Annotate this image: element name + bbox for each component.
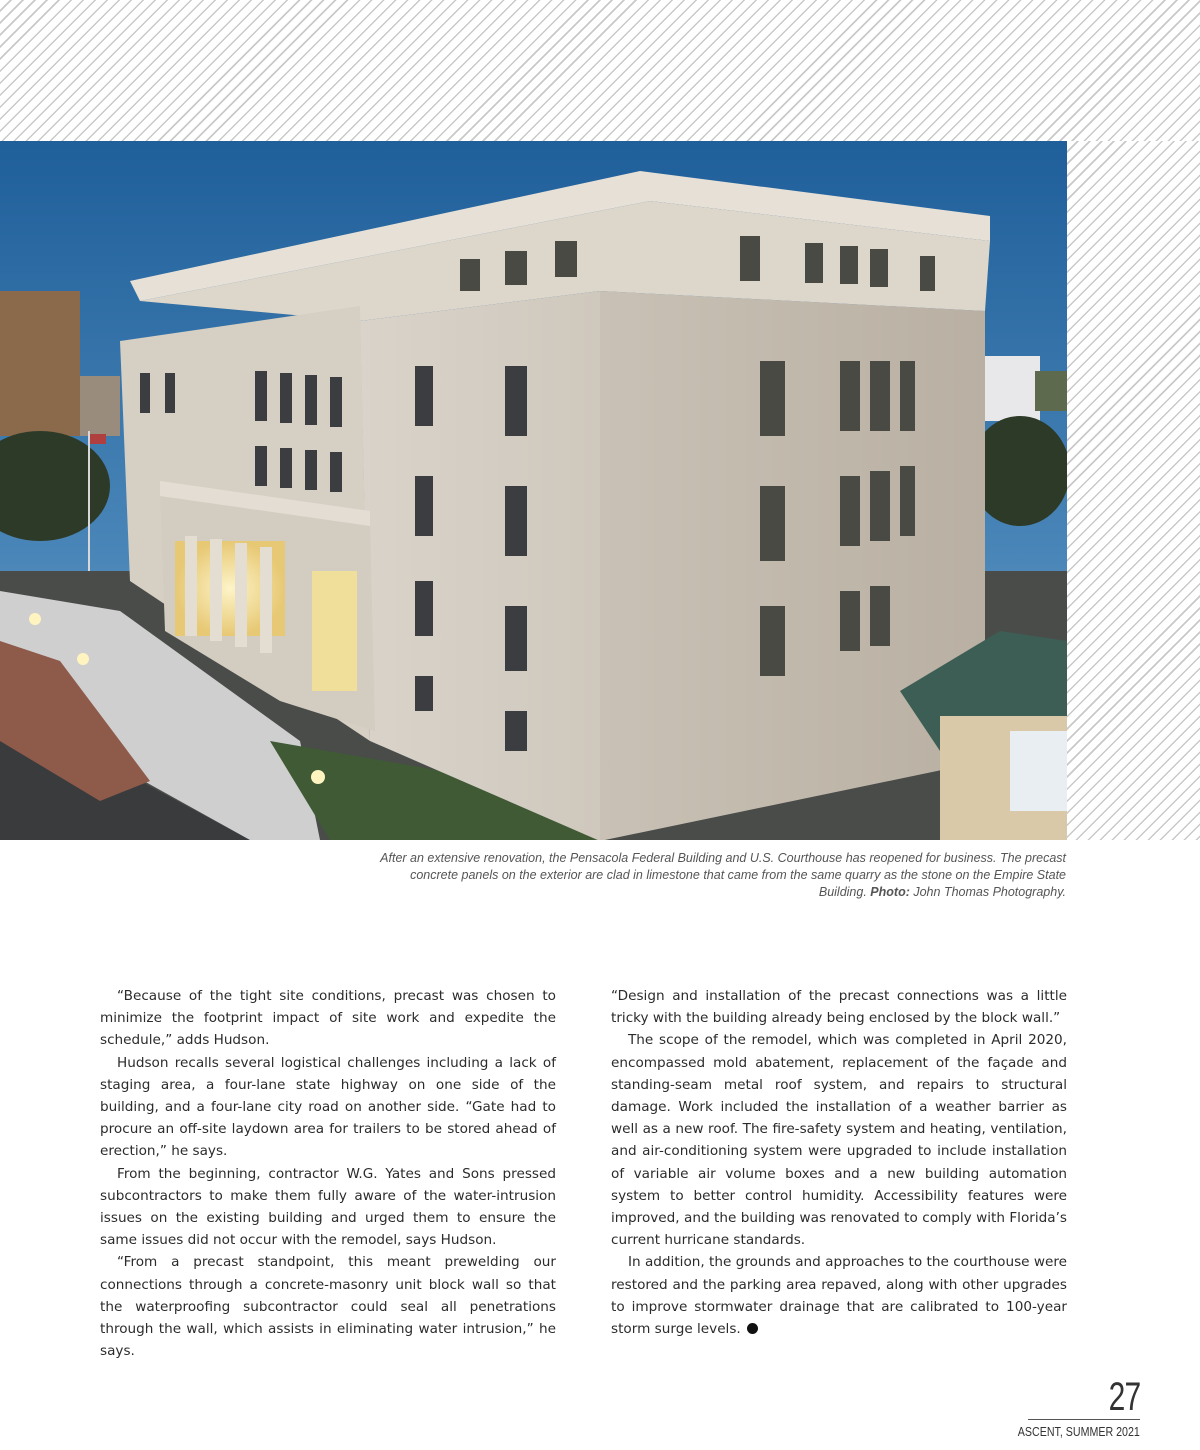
paragraph: “Design and installation of the precast connections was a little tricky with the building already being enclosed by the block wall.” — [611, 988, 1067, 1027]
photo-caption — [380, 850, 1066, 901]
paragraph: Hudson recalls several logistical challenges including a lack of staging area, a four-lane state highway on one side of the building, and a four-lane city road on another side. “Gate had to procure an off-site laydown area for trailers to be stored ahead of erection,” he says. — [100, 1054, 556, 1160]
paragraph: “Because of the tight site conditions, precast was chosen to minimize the footprint impact of site work and expedite the schedule,” adds Hudson. — [100, 988, 556, 1049]
paragraph-text: In addition, the grounds and approaches to the courthouse were restored and the parking area repaved, along with other upgrades to improve stormwater drainage that are calibrated to 100-year storm surge levels. — [611, 1254, 1067, 1338]
page-number: 27 — [1108, 1375, 1140, 1419]
caption-credit: John Thomas Photography. — [913, 885, 1066, 899]
paragraph: From the beginning, contractor W.G. Yates and Sons pressed subcontractors to make them fully aware of the water-intrusion issues on the existing building and urged them to ensure the same issues did not occur with the remodel, says Hudson. — [100, 1165, 556, 1249]
diagonal-hatch-pattern — [0, 0, 1200, 141]
caption-text: After an extensive renovation, the Pensacola Federal Building and U.S. Courthouse has reopened for business. The precast concrete panels on the exterior are clad in limestone that came from the same quarry as the stone on the Empire State Building. — [380, 851, 1066, 899]
end-of-article-icon — [747, 1323, 758, 1334]
caption-credit-label: Photo: — [870, 885, 910, 899]
magazine-issue: ASCENT, SUMMER 2021 — [1017, 1424, 1140, 1439]
paragraph: “From a precast standpoint, this meant prewelding our connections through a concrete-masonry unit block wall so that the waterproofing subcontractor could seal all penetrations through the wall, which assists in eliminating water intrusion,” he says. — [100, 1254, 556, 1360]
courthouse-photo — [0, 141, 1067, 840]
diagonal-hatch-pattern-side — [1067, 141, 1200, 840]
page-folio — [991, 1377, 1140, 1441]
paragraph: The scope of the remodel, which was completed in April 2020, encompassed mold abatement, replacement of the façade and standing-seam metal roof system, and repairs to structural damage. Work included the installation of a weather barrier as well as a new roof. The fire-safety system and heating, ventilation, and air-conditioning system were upgraded to include installation of variable air volume boxes and a new building automation system to better control humidity. Accessibility features were improved, and the building was renovated to comply with Florida’s current hurricane standards. — [611, 1032, 1067, 1249]
article-column-right — [611, 985, 1067, 1340]
paragraph-last — [611, 1251, 1067, 1340]
article-column-left — [100, 985, 556, 1362]
folio-rule — [1028, 1419, 1140, 1420]
